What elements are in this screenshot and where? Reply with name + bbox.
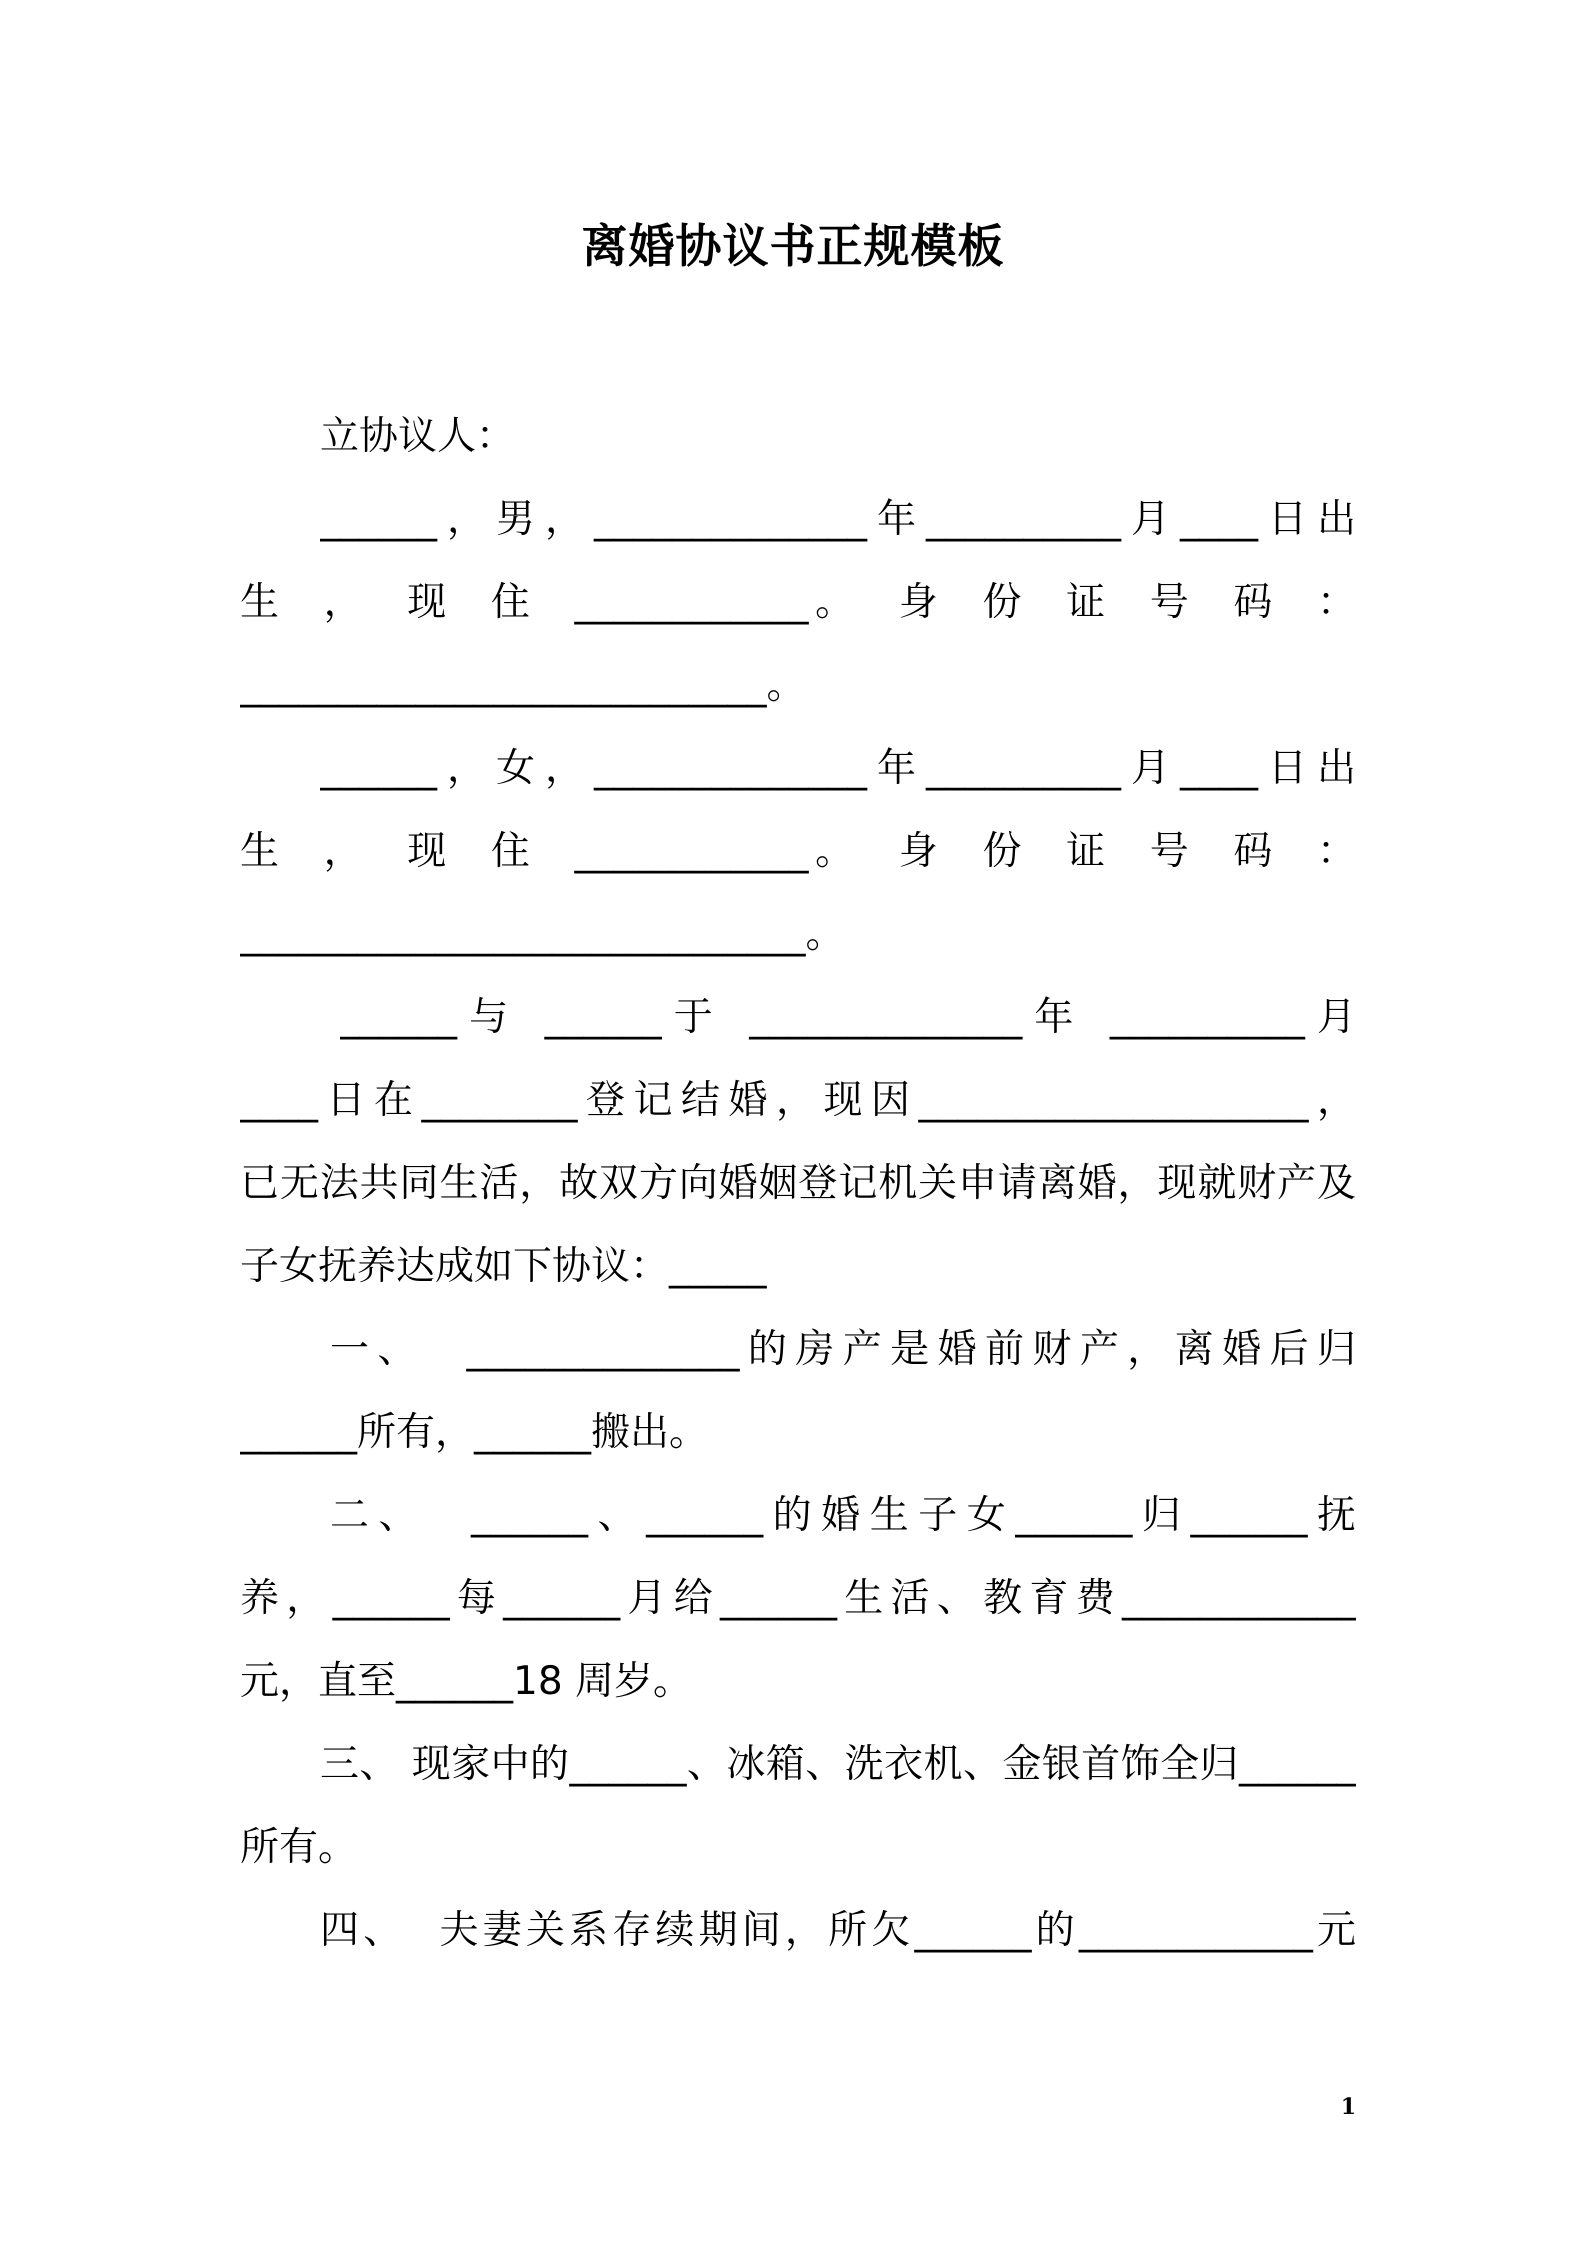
text-line: 元，直至______18 周岁。 [240, 1659, 693, 1704]
text-line: 立协议人： [320, 414, 516, 459]
text-line: ______与 ______于 ______________年 __________月 [340, 995, 1356, 1040]
page-number: 1 [1340, 2094, 1356, 2120]
text-line: 养，______每______月给______生活、教育费____________ [240, 1576, 1356, 1621]
text-line: 子女抚养达成如下协议：_____ [240, 1244, 767, 1289]
text-line: ______，女，______________年__________月____日出 [320, 746, 1356, 791]
text-line: 四、 夫妻关系存续期间，所欠______的____________元 [320, 1908, 1356, 1953]
text-line: 一、 ______________的房产是婚前财产，离婚后归 [330, 1327, 1356, 1372]
text-line: _____________________________。 [240, 912, 845, 957]
text-line: 二、 ______、______的婚生子女______归______抚 [330, 1493, 1356, 1538]
document-title: 离婚协议书正规模板 [581, 219, 1005, 273]
text-line: 已无法共同生活，故双方向婚姻登记机关申请离婚，现就财产及 [240, 1161, 1356, 1206]
text-line: 生 ， 现 住 ____________。 身 份 证 号 码 ： [240, 580, 1356, 625]
text-line: ______，男，______________年__________月____日出 [320, 497, 1356, 542]
text-line: 生 ， 现 住 ____________。 身 份 证 号 码 ： [240, 829, 1356, 874]
text-line: ____日在________登记结婚，现因____________________， [240, 1078, 1356, 1123]
text-line: ______所有，______搬出。 [240, 1410, 709, 1455]
text-line: 三、 现家中的______、冰箱、洗衣机、金银首饰全归______ [320, 1742, 1356, 1787]
text-line: ___________________________。 [240, 663, 806, 708]
text-line: 所有。 [240, 1825, 358, 1870]
